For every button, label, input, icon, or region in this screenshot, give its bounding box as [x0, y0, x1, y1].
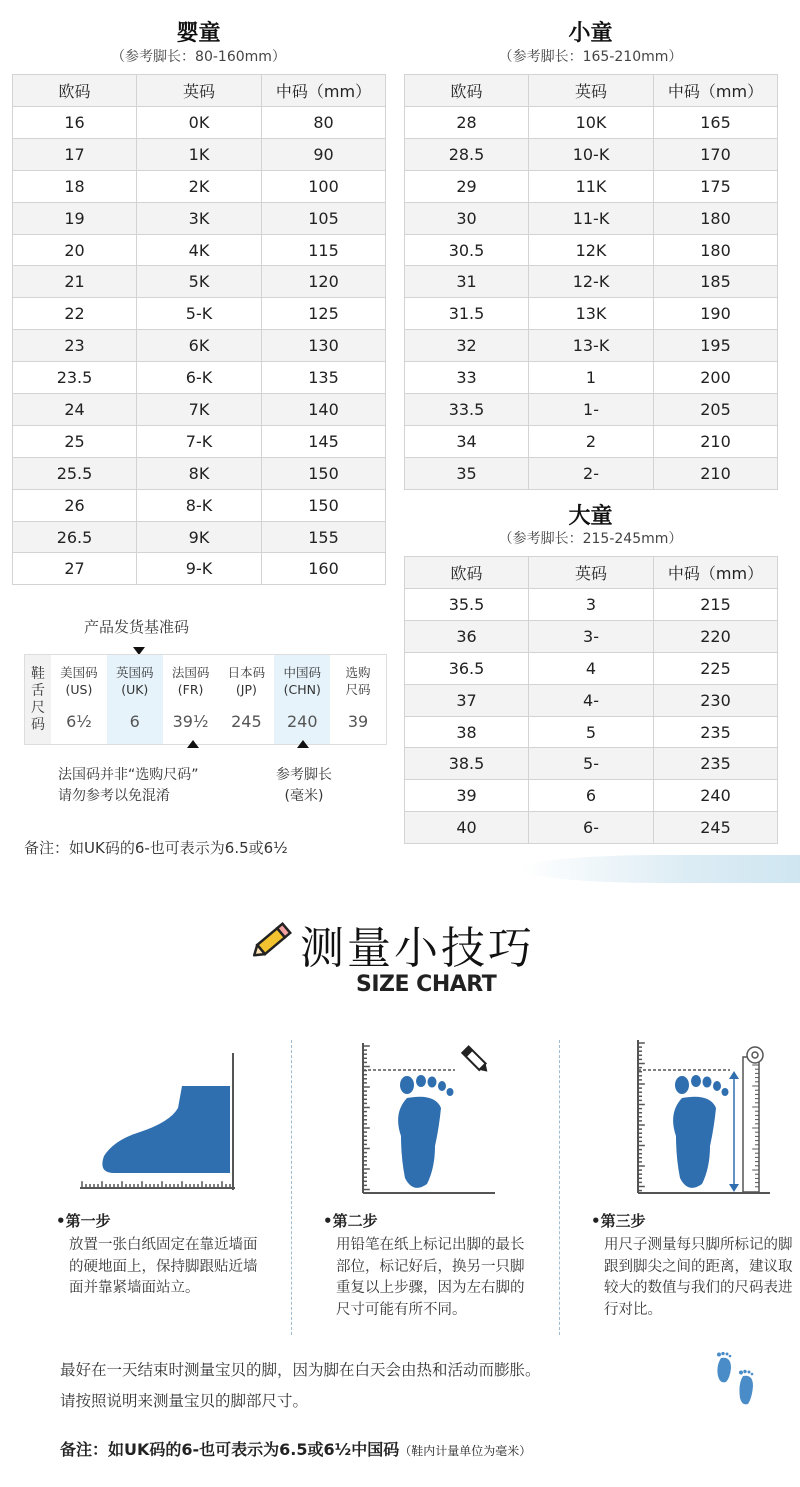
cn-size-cell: 105	[262, 202, 386, 234]
cn-size-cell: 135	[262, 362, 386, 394]
uk-size-cell: 6	[529, 780, 654, 812]
cn-size-cell: 175	[654, 170, 778, 202]
table-row	[405, 394, 778, 426]
cn-size-cell: 160	[262, 553, 386, 585]
measure-tip-line-1: 最好在一天结束时测量宝贝的脚，因为脚在白天会由热和活动而膨胀。	[60, 1361, 541, 1379]
uk-size-cell: 8-K	[137, 489, 262, 521]
uk-size-cell: 2-	[529, 457, 654, 489]
ref-col-value: 245	[231, 712, 262, 731]
table-row	[405, 652, 778, 684]
table-row	[13, 138, 386, 170]
eu-size-cell: 30	[405, 202, 529, 234]
uk-size-cell: 1K	[137, 138, 262, 170]
table-row	[405, 298, 778, 330]
eu-size-cell: 38.5	[405, 748, 529, 780]
header-eu: 欧码	[405, 75, 529, 107]
step-divider	[559, 1040, 560, 1335]
cn-size-cell: 125	[262, 298, 386, 330]
uk-size-cell: 6-K	[137, 362, 262, 394]
kids-title: 大童	[568, 504, 613, 529]
toddler-subtitle: （参考脚长：165-210mm）	[498, 49, 683, 65]
reference-title: 产品发货基准码	[84, 618, 190, 636]
header-uk: 英码	[137, 75, 262, 107]
eu-size-cell: 38	[405, 716, 529, 748]
table-row	[405, 716, 778, 748]
cn-size-cell: 240	[654, 780, 778, 812]
cn-size-cell: 120	[262, 266, 386, 298]
eu-size-cell: 26	[13, 489, 137, 521]
measure-title: 测量小技巧	[300, 923, 535, 974]
eu-size-cell: 36	[405, 620, 529, 652]
table-row	[405, 425, 778, 457]
eu-size-cell: 33	[405, 362, 529, 394]
table-row	[405, 812, 778, 844]
table-row	[13, 266, 386, 298]
eu-size-cell: 28.5	[405, 138, 529, 170]
cn-size-cell: 145	[262, 425, 386, 457]
ref-col-value: 6	[129, 712, 140, 731]
table-row	[405, 202, 778, 234]
reference-size-box	[24, 654, 387, 745]
uk-size-cell: 7K	[137, 394, 262, 426]
cn-size-cell: 235	[654, 716, 778, 748]
table-row	[13, 553, 386, 585]
side-label-char: 尺	[31, 699, 45, 716]
fr-indicator-arrow	[187, 740, 199, 748]
measure-subtitle: SIZE CHART	[356, 972, 497, 997]
table-row	[13, 457, 386, 489]
eu-size-cell: 16	[13, 107, 137, 139]
ref-col-us	[51, 655, 107, 744]
ref-col-name: 英国码 (UK)	[115, 665, 154, 697]
eu-size-cell: 17	[13, 138, 137, 170]
cn-size-cell: 190	[654, 298, 778, 330]
uk-size-cell: 0K	[137, 107, 262, 139]
table-header-row	[405, 557, 778, 589]
eu-size-cell: 25	[13, 425, 137, 457]
eu-size-cell: 18	[13, 170, 137, 202]
eu-size-cell: 35.5	[405, 589, 529, 621]
ref-col-value: 39	[347, 712, 369, 731]
kids-subtitle: （参考脚长：215-245mm）	[498, 531, 683, 547]
ref-note-right: 参考脚长 (毫米)	[276, 767, 332, 804]
cn-size-cell: 245	[654, 812, 778, 844]
eu-size-cell: 35	[405, 457, 529, 489]
uk-size-cell: 12-K	[529, 266, 654, 298]
table-row	[405, 330, 778, 362]
uk-size-cell: 10K	[529, 107, 654, 139]
cn-size-cell: 185	[654, 266, 778, 298]
uk-size-cell: 9K	[137, 521, 262, 553]
uk-size-cell: 4-	[529, 684, 654, 716]
uk-size-cell: 4	[529, 652, 654, 684]
ref-col-value: 6½	[66, 712, 92, 731]
uk-size-cell: 11K	[529, 170, 654, 202]
table-row	[13, 394, 386, 426]
cn-size-cell: 150	[262, 489, 386, 521]
header-eu: 欧码	[405, 557, 529, 589]
eu-size-cell: 30.5	[405, 234, 529, 266]
table-row	[405, 234, 778, 266]
eu-size-cell: 29	[405, 170, 529, 202]
cn-size-cell: 100	[262, 170, 386, 202]
cn-size-cell: 210	[654, 457, 778, 489]
table-row	[13, 202, 386, 234]
side-label-char: 码	[31, 716, 45, 733]
pencil-icon	[252, 918, 296, 962]
uk-size-cell: 6K	[137, 330, 262, 362]
ref-col-uk	[107, 655, 163, 744]
cn-size-cell: 115	[262, 234, 386, 266]
eu-size-cell: 26.5	[13, 521, 137, 553]
uk-size-cell: 5	[529, 716, 654, 748]
eu-size-cell: 37	[405, 684, 529, 716]
table-row	[13, 362, 386, 394]
cn-size-cell: 230	[654, 684, 778, 716]
uk-size-cell: 5-K	[137, 298, 262, 330]
cn-size-cell: 225	[654, 652, 778, 684]
table-row	[405, 362, 778, 394]
toddler-size-table	[404, 74, 778, 490]
eu-size-cell: 25.5	[13, 457, 137, 489]
cn-size-cell: 200	[654, 362, 778, 394]
cn-size-cell: 155	[262, 521, 386, 553]
ref-col-name: 选购 尺码	[345, 665, 371, 697]
chn-indicator-arrow	[297, 740, 309, 748]
table-row	[13, 489, 386, 521]
eu-size-cell: 24	[13, 394, 137, 426]
eu-size-cell: 28	[405, 107, 529, 139]
table-header-row	[13, 75, 386, 107]
uk-size-cell: 10-K	[529, 138, 654, 170]
uk-size-cell: 2	[529, 425, 654, 457]
ref-note-left: 法国码并非“选购尺码” 请勿参考以免混淆	[58, 767, 199, 804]
uk-size-cell: 13K	[529, 298, 654, 330]
table-header-row	[405, 75, 778, 107]
eu-size-cell: 27	[13, 553, 137, 585]
table-row	[405, 107, 778, 139]
step-2-heading: •第二步	[323, 1212, 378, 1230]
uk-size-cell: 12K	[529, 234, 654, 266]
header-cn: 中码（mm）	[654, 557, 778, 589]
uk-size-cell: 11-K	[529, 202, 654, 234]
table-row	[13, 521, 386, 553]
table-row	[405, 748, 778, 780]
cn-size-cell: 150	[262, 457, 386, 489]
step-1-heading: •第一步	[56, 1212, 111, 1230]
step-3-text: 用尺子测量每只脚所标记的脚跟到脚尖之间的距离，建议取较大的数值与我们的尺码表进行对比。	[604, 1237, 793, 1318]
table-row	[13, 170, 386, 202]
remark-bottom: 备注：如UK码的6-也可表示为6.5或6½中国码（鞋内计量单位为毫米）	[60, 1440, 532, 1459]
ref-col-select	[330, 655, 386, 744]
step-1-text: 放置一张白纸固定在靠近墙面的硬地面上，保持脚跟贴近墙面并靠紧墙面站立。	[69, 1237, 258, 1296]
infant-size-table	[12, 74, 386, 585]
toddler-title: 小童	[568, 21, 613, 46]
eu-size-cell: 22	[13, 298, 137, 330]
remark-top: 备注：如UK码的6-也可表示为6.5或6½	[24, 839, 288, 857]
header-cn: 中码（mm）	[654, 75, 778, 107]
uk-size-cell: 6-	[529, 812, 654, 844]
table-row	[405, 589, 778, 621]
table-row	[405, 170, 778, 202]
table-row	[405, 457, 778, 489]
step-2-text: 用铅笔在纸上标记出脚的最长部位，标记好后，换另一只脚重复以上步骤，因为左右脚的尺寸可能有所不同。	[336, 1237, 525, 1318]
table-row	[13, 107, 386, 139]
cn-size-cell: 180	[654, 202, 778, 234]
ref-col-value: 39½	[172, 712, 209, 731]
eu-size-cell: 39	[405, 780, 529, 812]
cn-size-cell: 140	[262, 394, 386, 426]
eu-size-cell: 40	[405, 812, 529, 844]
foot-against-wall-illustration	[70, 1048, 250, 1198]
infant-subtitle: （参考脚长：80-160mm）	[111, 49, 286, 65]
uk-size-cell: 7-K	[137, 425, 262, 457]
table-row	[13, 234, 386, 266]
uk-size-cell: 3	[529, 589, 654, 621]
cn-size-cell: 130	[262, 330, 386, 362]
table-row	[13, 298, 386, 330]
table-row	[405, 620, 778, 652]
foot-measure-illustration	[625, 1035, 775, 1195]
ref-col-name: 日本码 (JP)	[227, 665, 266, 697]
ref-col-chn	[274, 655, 330, 744]
footprints-icon	[713, 1352, 761, 1410]
table-row	[405, 266, 778, 298]
cn-size-cell: 195	[654, 330, 778, 362]
uk-size-cell: 3K	[137, 202, 262, 234]
infant-title: 婴童	[176, 21, 221, 46]
eu-size-cell: 33.5	[405, 394, 529, 426]
eu-size-cell: 36.5	[405, 652, 529, 684]
eu-size-cell: 31	[405, 266, 529, 298]
eu-size-cell: 34	[405, 425, 529, 457]
header-uk: 英码	[529, 75, 654, 107]
cn-size-cell: 170	[654, 138, 778, 170]
kids-size-table	[404, 556, 778, 844]
uk-size-cell: 5-	[529, 748, 654, 780]
header-cn: 中码（mm）	[262, 75, 386, 107]
uk-size-cell: 3-	[529, 620, 654, 652]
table-row	[405, 138, 778, 170]
table-row	[405, 684, 778, 716]
side-label-char: 舌	[31, 682, 45, 699]
cn-size-cell: 220	[654, 620, 778, 652]
uk-size-cell: 1	[529, 362, 654, 394]
uk-size-cell: 13-K	[529, 330, 654, 362]
ref-col-jp	[218, 655, 274, 744]
uk-size-cell: 9-K	[137, 553, 262, 585]
eu-size-cell: 21	[13, 266, 137, 298]
table-row	[13, 425, 386, 457]
header-eu: 欧码	[13, 75, 137, 107]
step-3-heading: •第三步	[591, 1212, 646, 1230]
cn-size-cell: 180	[654, 234, 778, 266]
header-uk: 英码	[529, 557, 654, 589]
cn-size-cell: 80	[262, 107, 386, 139]
ref-col-fr	[163, 655, 219, 744]
eu-size-cell: 19	[13, 202, 137, 234]
table-row	[13, 330, 386, 362]
step-divider	[291, 1040, 292, 1335]
measure-tip-line-2: 请按照说明来测量宝贝的脚部尺寸。	[60, 1392, 309, 1410]
uk-size-cell: 4K	[137, 234, 262, 266]
ref-col-name: 中国码 (CHN)	[283, 665, 321, 697]
uk-size-cell: 5K	[137, 266, 262, 298]
ref-col-name: 法国码 (FR)	[171, 665, 210, 697]
uk-size-cell: 8K	[137, 457, 262, 489]
eu-size-cell: 31.5	[405, 298, 529, 330]
cn-size-cell: 90	[262, 138, 386, 170]
ref-col-value: 240	[286, 712, 318, 731]
eu-size-cell: 23	[13, 330, 137, 362]
uk-size-cell: 2K	[137, 170, 262, 202]
eu-size-cell: 20	[13, 234, 137, 266]
foot-trace-illustration	[355, 1038, 505, 1198]
eu-size-cell: 32	[405, 330, 529, 362]
cn-size-cell: 205	[654, 394, 778, 426]
table-row	[405, 780, 778, 812]
eu-size-cell: 23.5	[13, 362, 137, 394]
uk-size-cell: 1-	[529, 394, 654, 426]
cn-size-cell: 235	[654, 748, 778, 780]
decorative-swoosh	[520, 855, 800, 883]
side-label	[25, 655, 51, 744]
side-label-char: 鞋	[31, 665, 45, 682]
cn-size-cell: 210	[654, 425, 778, 457]
ref-col-name: 美国码 (US)	[60, 665, 98, 697]
cn-size-cell: 215	[654, 589, 778, 621]
cn-size-cell: 165	[654, 107, 778, 139]
